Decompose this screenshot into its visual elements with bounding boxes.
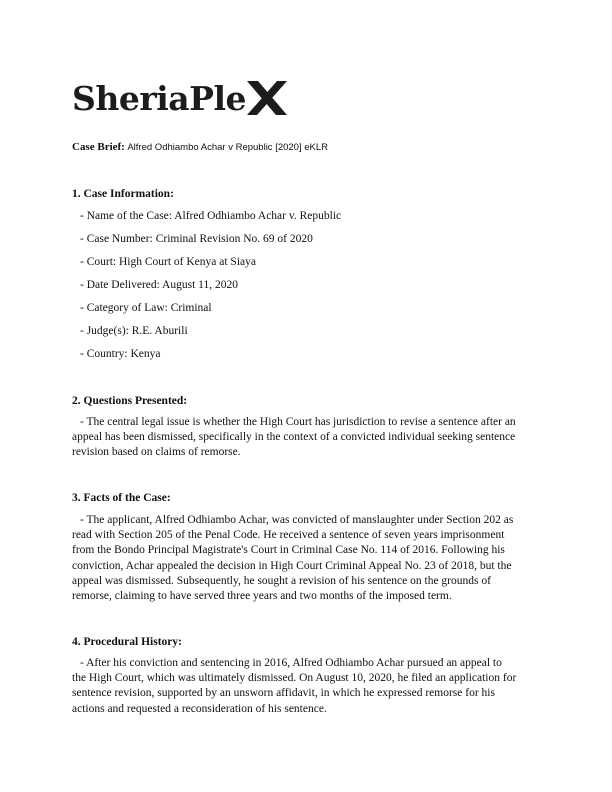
case-brief-line xyxy=(72,140,328,155)
case-info-item: - Judge(s): R.E. Aburili xyxy=(80,325,188,337)
case-info-item: - Court: High Court of Kenya at Siaya xyxy=(80,256,256,268)
case-brief-title: Alfred Odhiambo Achar v Republic [2020] eKLR xyxy=(127,142,329,153)
paragraph-line: remorse, claiming to have served three years and two months of the imposed term. xyxy=(72,590,452,603)
paragraph-line: revision based on claims of remorse. xyxy=(72,446,241,459)
section-heading-procedural-history: 4. Procedural History: xyxy=(72,636,182,648)
sheriaplex-logo xyxy=(72,76,287,120)
paragraph-line: from the Bondo Principal Magistrate's Court in Criminal Case No. 114 of 2016. Following his xyxy=(72,544,505,557)
paragraph-line: read with Section 205 of the Penal Code. He received a sentence of seven years imprisonment xyxy=(72,529,505,542)
logo-wordmark: SheriaPle xyxy=(72,78,246,118)
case-info-item: - Country: Kenya xyxy=(80,348,161,360)
section-heading-case-information: 1. Case Information: xyxy=(72,188,174,200)
paragraph-line: conviction, Achar appealed the decision in High Court Criminal Appeal No. 23 of 2018, but the xyxy=(72,559,512,572)
case-info-item: - Case Number: Criminal Revision No. 69 of 2020 xyxy=(80,233,313,245)
paragraph-line: appeal was dismissed. Subsequently, he sought a revision of his sentence on the grounds of xyxy=(72,574,491,587)
case-info-item: - Category of Law: Criminal xyxy=(80,302,212,314)
paragraph-line: - The applicant, Alfred Odhiambo Achar, was convicted of manslaughter under Section 202 as xyxy=(80,514,514,526)
paragraph-line: actions and requested a reconsideration of his sentence. xyxy=(72,702,327,715)
section-heading-facts: 3. Facts of the Case: xyxy=(72,492,171,504)
paragraph-line: appeal has been dismissed, specifically in the context of a convicted individual seeking sentence xyxy=(72,431,516,444)
paragraph-line: sentence revision, supported by an unsworn affidavit, in which he expressed remorse for his xyxy=(72,687,495,700)
section-heading-questions-presented: 2. Questions Presented: xyxy=(72,395,188,407)
case-info-item: - Date Delivered: August 11, 2020 xyxy=(80,279,238,291)
paragraph-line: the High Court, which was ultimately dismissed. On August 10, 2020, he filed an application for xyxy=(72,672,517,685)
questions-paragraph xyxy=(72,415,542,461)
logo-x-mark-icon xyxy=(247,79,287,117)
history-paragraph xyxy=(72,656,542,717)
paragraph-line: - The central legal issue is whether the High Court has jurisdiction to revise a sentence after an xyxy=(80,416,516,428)
case-brief-label: Case Brief: xyxy=(72,141,125,153)
case-info-item: - Name of the Case: Alfred Odhiambo Achar v. Republic xyxy=(80,210,342,222)
paragraph-line: - After his conviction and sentencing in 2016, Alfred Odhiambo Achar pursued an appeal to xyxy=(80,657,502,669)
facts-paragraph xyxy=(72,513,542,604)
